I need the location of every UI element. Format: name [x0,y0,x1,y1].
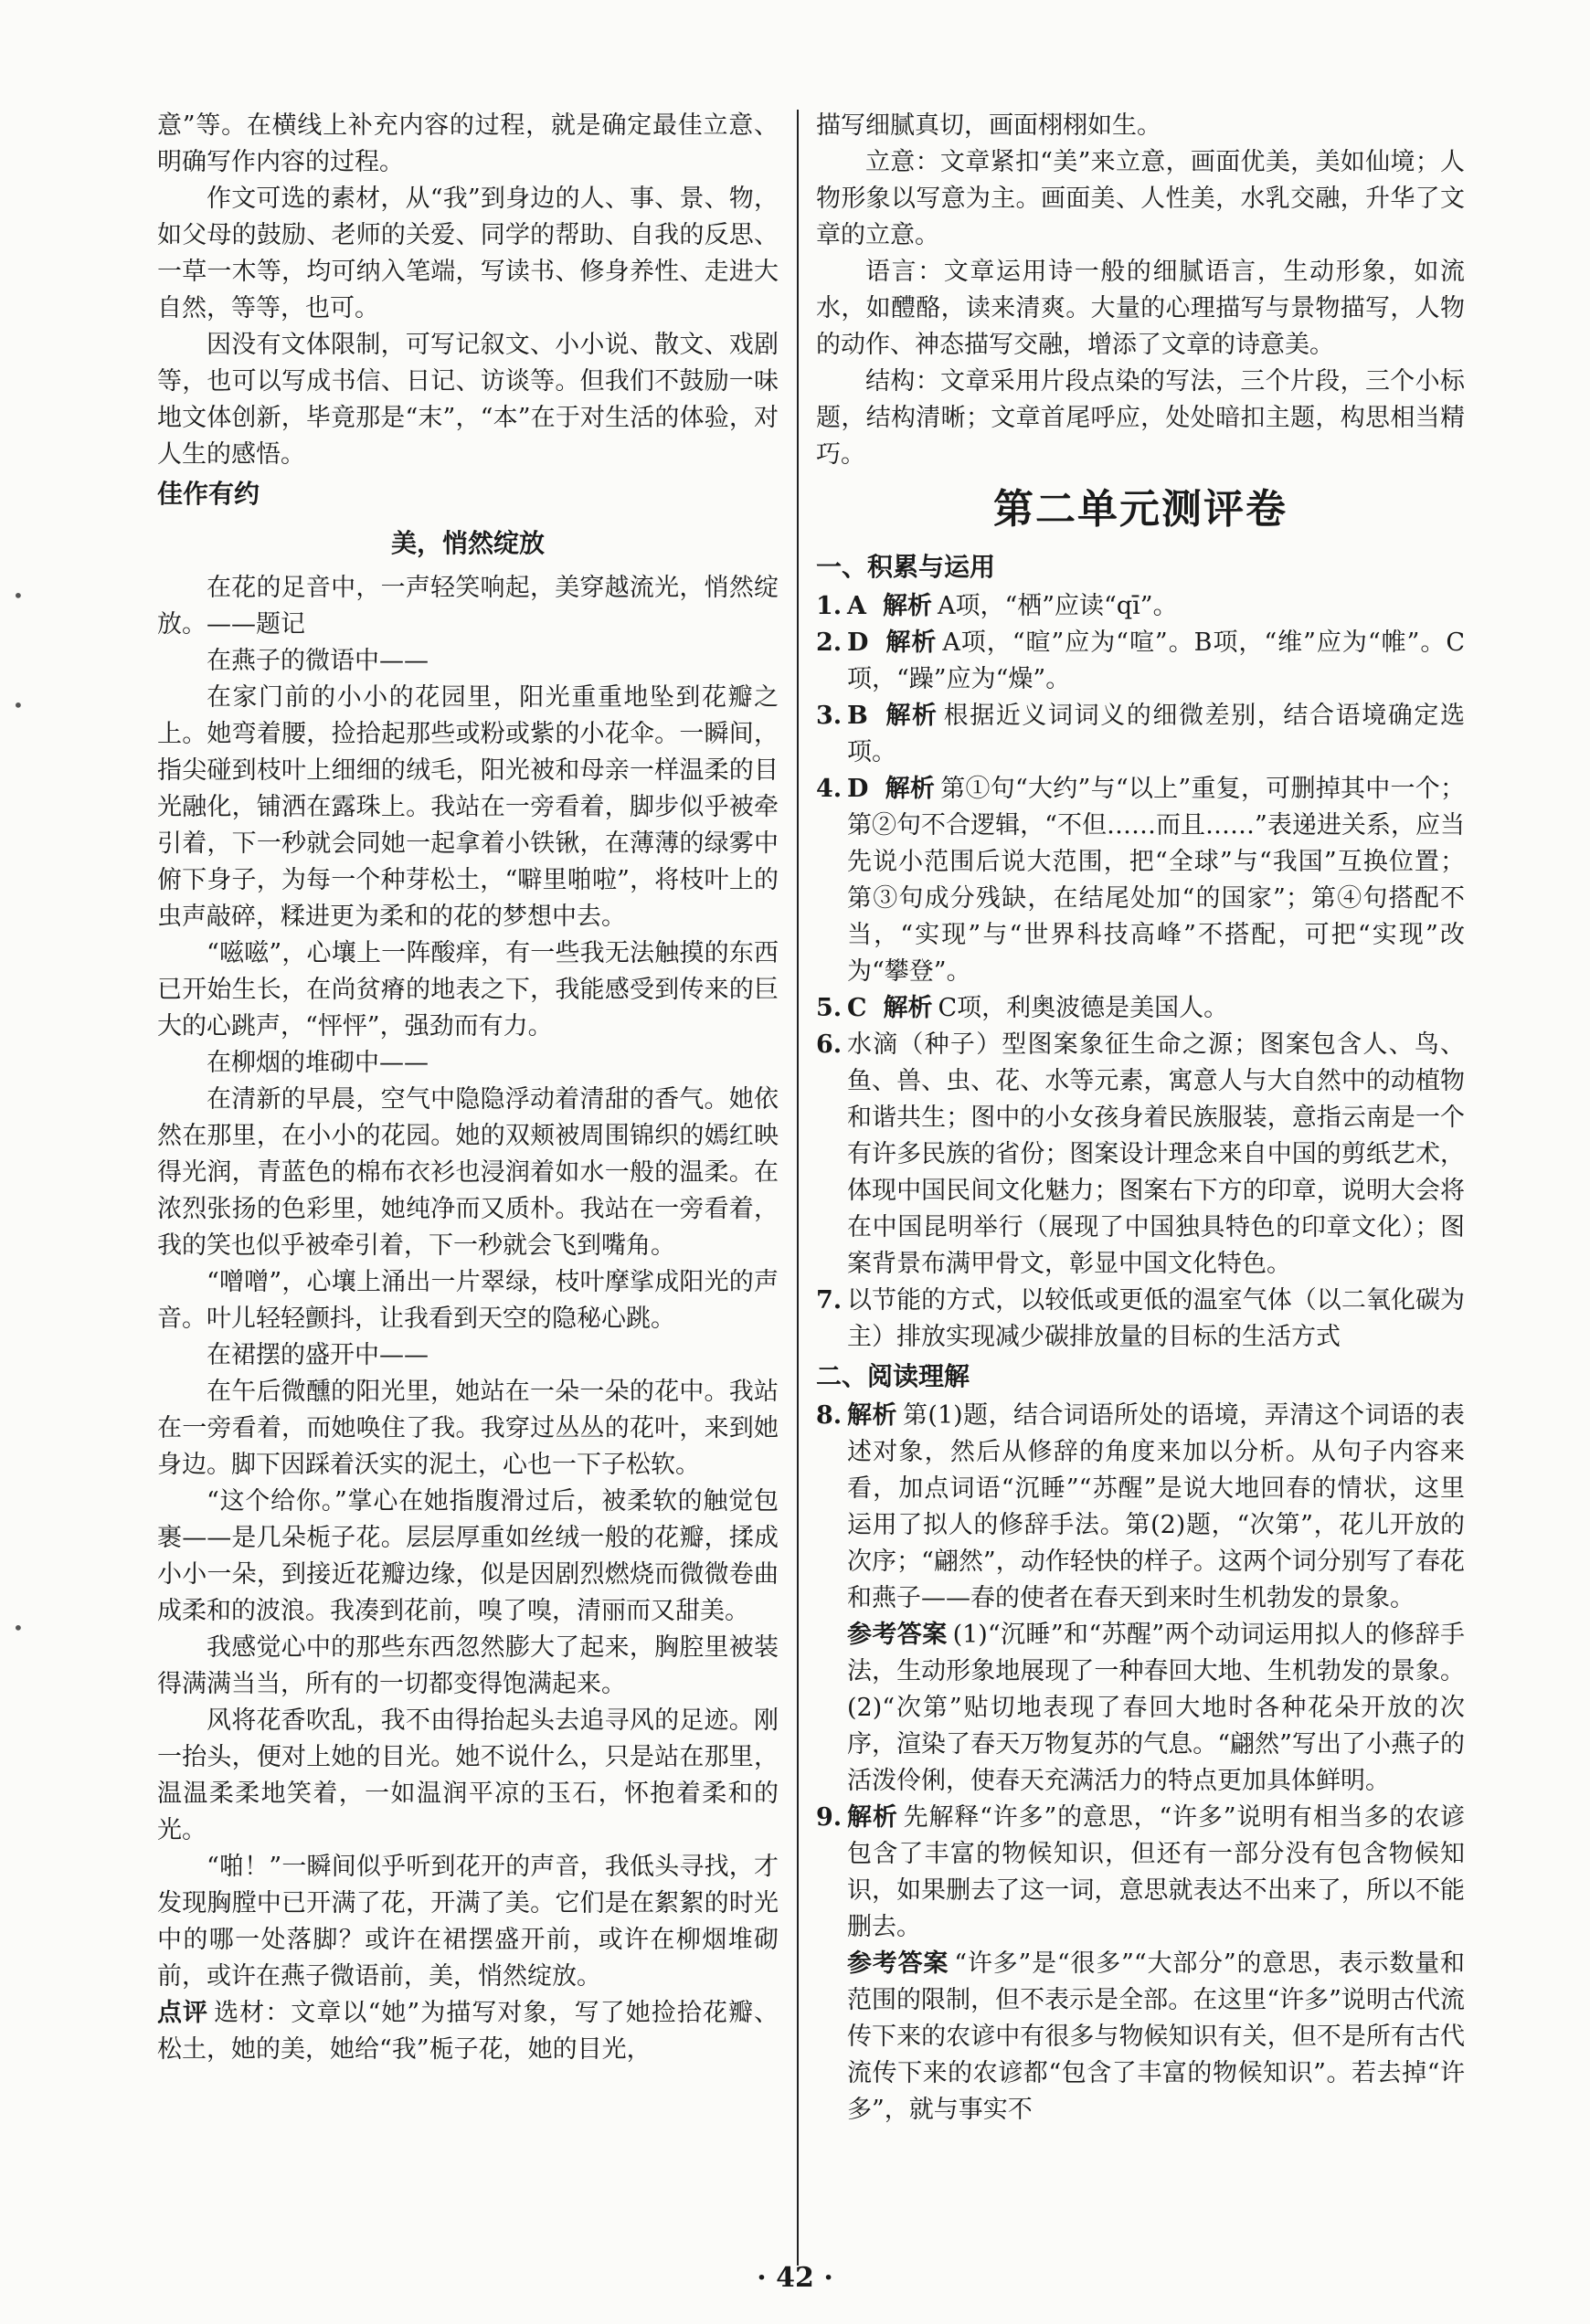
essay-title: 美，悄然绽放 [390,528,545,558]
essay-paragraph: “啪！”一瞬间似乎听到花开的声音，我低头寻找，才发现胸膛中已开满了花，开满了美。它们是在絮絮的时光中的哪一处落脚？或许在裙摆盛开前，或许在柳烟堆砌前，或许在燕子微语前，美，悄然绽放。 [157,1853,779,1991]
comment-tag: 点评 [157,1999,209,2027]
analysis-text: A项，“暄”应为“喧”。B项，“维”应为“帷”。C项，“躁”应为“燥”。 [847,629,1465,693]
paragraph: 意”等。在横线上补充内容的过程，就是确定最佳立意、明确写作内容的过程。 [157,111,779,176]
essay-paragraph: 在清新的早晨，空气中隐隐浮动着清甜的香气。她依然在那里，在小小的花园。她的双颊被周围锦织的嫣红映得光润，青蓝色的棉布衣衫也浸润着如水一般的温柔。在浓烈张扬的色彩里，她纯净而又质朴。我站在一旁看着，我的笑也似乎被牵引着，下一秒就会飞到嘴角。 [157,1085,779,1260]
essay-paragraph: 风将花香吹乱，我不由得抬起头去追寻风的足迹。刚一抬头，便对上她的目光。她不说什么，只是站在那里，温温柔柔地笑着，一如温润平凉的玉石，怀抱着柔和的光。 [157,1706,779,1844]
comment [157,1995,779,2068]
answer-item [816,990,1465,1027]
analysis-text: 第(1)题，结合词语所处的语境，弄清这个词语的表述对象，然后从修辞的角度来加以分析。从句子内容来看，加点词语“沉睡”“苏醒”是说大地回春的情状，这里运用了拟人的修辞手法。第(2)题，“次第”，花儿开放的次序；“翩然”，动作轻快的样子。这两个词分别写了春花和燕子——春的使者在春天到来时生机勃发的景象。 [847,1401,1465,1612]
reference-answer [816,1617,1465,1800]
answer-item [816,771,1465,990]
essay-paragraph: 在午后微醺的阳光里，她站在一朵一朵的花中。我站在一旁看着，而她唤住了我。我穿过丛丛的花叶，来到她身边。脚下因踩着沃实的泥土，心也一下子松软。 [157,1378,779,1479]
item-number: 6. [816,1030,843,1059]
answer-item [816,1800,1465,1946]
analysis-text: 根据近义词词义的细微差别，结合语境确定选项。 [847,702,1465,766]
answer-choice: B [847,702,868,730]
page-number: · 42 · [757,2262,833,2294]
analysis-tag: 解析 [847,1803,898,1832]
analysis-text: 第①句“大约”与“以上”重复，可删掉其中一个；第②句不合逻辑，“不但……而且……”表递进关系，应当先说小范围后说大范围，把“全球”与“我国”互换位置；第③句成分残缺，在结尾处加“的国家”；第④句搭配不当，“实现”与“世界科技高峰”不搭配，可把“实现”改为“攀登”。 [847,775,1465,986]
answer-tag: 参考答案 [847,1621,948,1649]
analysis-tag: 解析 [883,994,933,1022]
paragraph: 因没有文体限制，可写记叙文、小小说、散文、戏剧等，也可以写成书信、日记、访谈等。但我们不鼓励一味地文体创新，毕竟那是“末”，“本”在于对生活的体验，对人生的感悟。 [157,331,779,469]
answer-text: (1)“沉睡”和“苏醒”两个动词运用拟人的修辞手法，生动形象地展现了一种春回大地、生机勃发的景象。(2)“次第”贴切地表现了春回大地时各种花朵开放的次序，渲染了春天万物复苏的气息。“翩然”写出了小燕子的活泼伶俐，使春天充满活力的特点更加具体鲜明。 [847,1621,1465,1795]
analysis-tag: 解析 [885,775,936,803]
essay-paragraph: 在家门前的小小的花园里，阳光重重地坠到花瓣之上。她弯着腰，捡拾起那些或粉或紫的小花伞。一瞬间，指尖碰到枝叶上细细的绒毛，阳光被和母亲一样温柔的目光融化，铺洒在露珠上。我站在一旁看着，脚步似乎被牵引着，下一秒就会同她一起拿着小铁锹，在薄薄的绿雾中俯下身子，为每一个种芽松土，“噼里啪啦”，将枝叶上的虫声敲碎，糅进更为柔和的花的梦想中去。 [157,683,779,931]
item-number: 7. [816,1286,843,1315]
answer-item [816,1398,1465,1617]
answer-item [816,1283,1465,1356]
essay-paragraph: 我感觉心中的那些东西忽然膨大了起来，胸腔里被装得满满当当，所有的一切都变得饱满起来。 [157,1633,779,1698]
answer-list [816,588,1465,1356]
section-heading: 二、阅读理解 [816,1361,970,1391]
answer-text: “许多”是“很多”“大部分”的意思，表示数量和范围的限制，但不表示是全部。在这里“许多”说明古代流传下来的农谚中有很多与物候知识有关，但不是所有古代流传下来的农谚都“包含了丰富的物候知识”。若去掉“许多”，就与事实不 [847,1949,1465,2124]
item-number: 3. [816,702,843,730]
answer-item [816,1027,1465,1283]
analysis-text: 水滴（种子）型图案象征生命之源；图案包含人、鸟、鱼、兽、虫、花、水等元素，寓意人与大自然中的动植物和谐共生；图中的小女孩身着民族服装，意指云南是一个有许多民族的省份；图案设计理念来自中国的剪纸艺术，体现中国民间文化魅力；图案右下方的印章，说明大会将在中国昆明举行（展现了中国独具特色的印章文化）；图案背景布满甲骨文，彰显中国文化特色。 [847,1030,1465,1278]
reference-answer [816,1946,1465,2129]
answer-tag: 参考答案 [847,1949,949,1978]
left-column [157,108,779,2068]
section-label: 佳作有约 [157,479,260,509]
column-divider [797,110,799,2266]
answer-item [816,698,1465,771]
item-number: 9. [816,1803,843,1832]
analysis-text: 以节能的方式，以较低或更低的温室气体（以二氧化碳为主）排放实现减少碳排放量的目标的生活方式 [847,1286,1465,1351]
item-number: 5. [816,994,843,1022]
analysis-text: A项，“栖”应读“qī”。 [937,592,1178,620]
analysis-tag: 解析 [884,702,938,730]
answer-item [816,588,1465,625]
analysis-tag: 解析 [882,592,932,620]
analysis-text: C项，利奥波德是美国人。 [938,994,1229,1022]
essay-subheading: 在柳烟的堆砌中—— [207,1049,429,1077]
essay-paragraph: 在花的足音中，一声轻笑响起，美穿越流光，悄然绽放。——题记 [157,574,779,639]
answer-choice: A [847,592,866,620]
item-number: 2. [816,629,843,657]
answer-choice: D [847,629,869,657]
right-column [816,108,1465,2129]
paragraph: 语言：文章运用诗一般的细腻语言，生动形象，如流水，如醴酪，读来清爽。大量的心理描写与景物描写，人物的动作、神态描写交融，增添了文章的诗意美。 [816,258,1465,359]
paragraph: 作文可选的素材，从“我”到身边的人、事、景、物，如父母的鼓励、老师的关爱、同学的帮助、自我的反思、一草一木等，均可纳入笔端，写读书、修身养性、走进大自然，等等，也可。 [157,185,779,322]
paragraph: 结构：文章采用片段点染的写法，三个片段，三个小标题，结构清晰；文章首尾呼应，处处暗扣主题，构思相当精巧。 [816,367,1465,469]
item-number: 1. [816,592,843,620]
margin-mark: • [13,585,24,607]
section-heading: 一、积累与运用 [816,552,996,582]
comment-text: 选材：文章以“她”为描写对象，写了她捡拾花瓣、松土，她的美，她给“我”栀子花，她的目光， [157,1999,779,2064]
answer-choice: C [847,994,867,1022]
analysis-tag: 解析 [885,629,938,657]
margin-mark: • [13,1617,24,1639]
item-number: 8. [816,1401,843,1430]
unit-test-title: 第二单元测评卷 [993,486,1288,533]
analysis-tag: 解析 [847,1401,897,1430]
essay-subheading: 在燕子的微语中—— [207,647,429,675]
paragraph: 描写细腻真切，画面栩栩如生。 [816,111,1161,140]
essay-subheading: 在裙摆的盛开中—— [207,1341,429,1369]
margin-mark: • [13,694,24,716]
answer-item [816,625,1465,698]
paragraph: 立意：文章紧扣“美”来立意，画面优美，美如仙境；人物形象以写意为主。画面美、人性美，水乳交融，升华了文章的立意。 [816,148,1465,249]
answer-choice: D [847,775,869,803]
essay-paragraph: “嗞嗞”，心壤上一阵酸痒，有一些我无法触摸的东西已开始生长，在尚贫瘠的地表之下，我能感受到传来的巨大的心跳声，“怦怦”，强劲而有力。 [157,939,779,1041]
essay-paragraph: “噌噌”，心壤上涌出一片翠绿，枝叶摩挲成阳光的声音。叶儿轻轻颤抖，让我看到天空的隐秘心跳。 [157,1268,779,1333]
essay-paragraph: “这个给你。”掌心在她指腹滑过后，被柔软的触觉包裹——是几朵栀子花。层层厚重如丝绒一般的花瓣，揉成小小一朵，到接近花瓣边缘，似是因剧烈燃烧而微微卷曲成柔和的波浪。我凑到花前，嗅了嗅，清丽而又甜美。 [157,1487,779,1625]
analysis-text: 先解释“许多”的意思，“许多”说明有相当多的农谚包含了丰富的物候知识，但还有一部分没有包含物候知识，如果删去了这一词，意思就表达不出来了，所以不能删去。 [847,1803,1466,1941]
item-number: 4. [816,775,843,803]
